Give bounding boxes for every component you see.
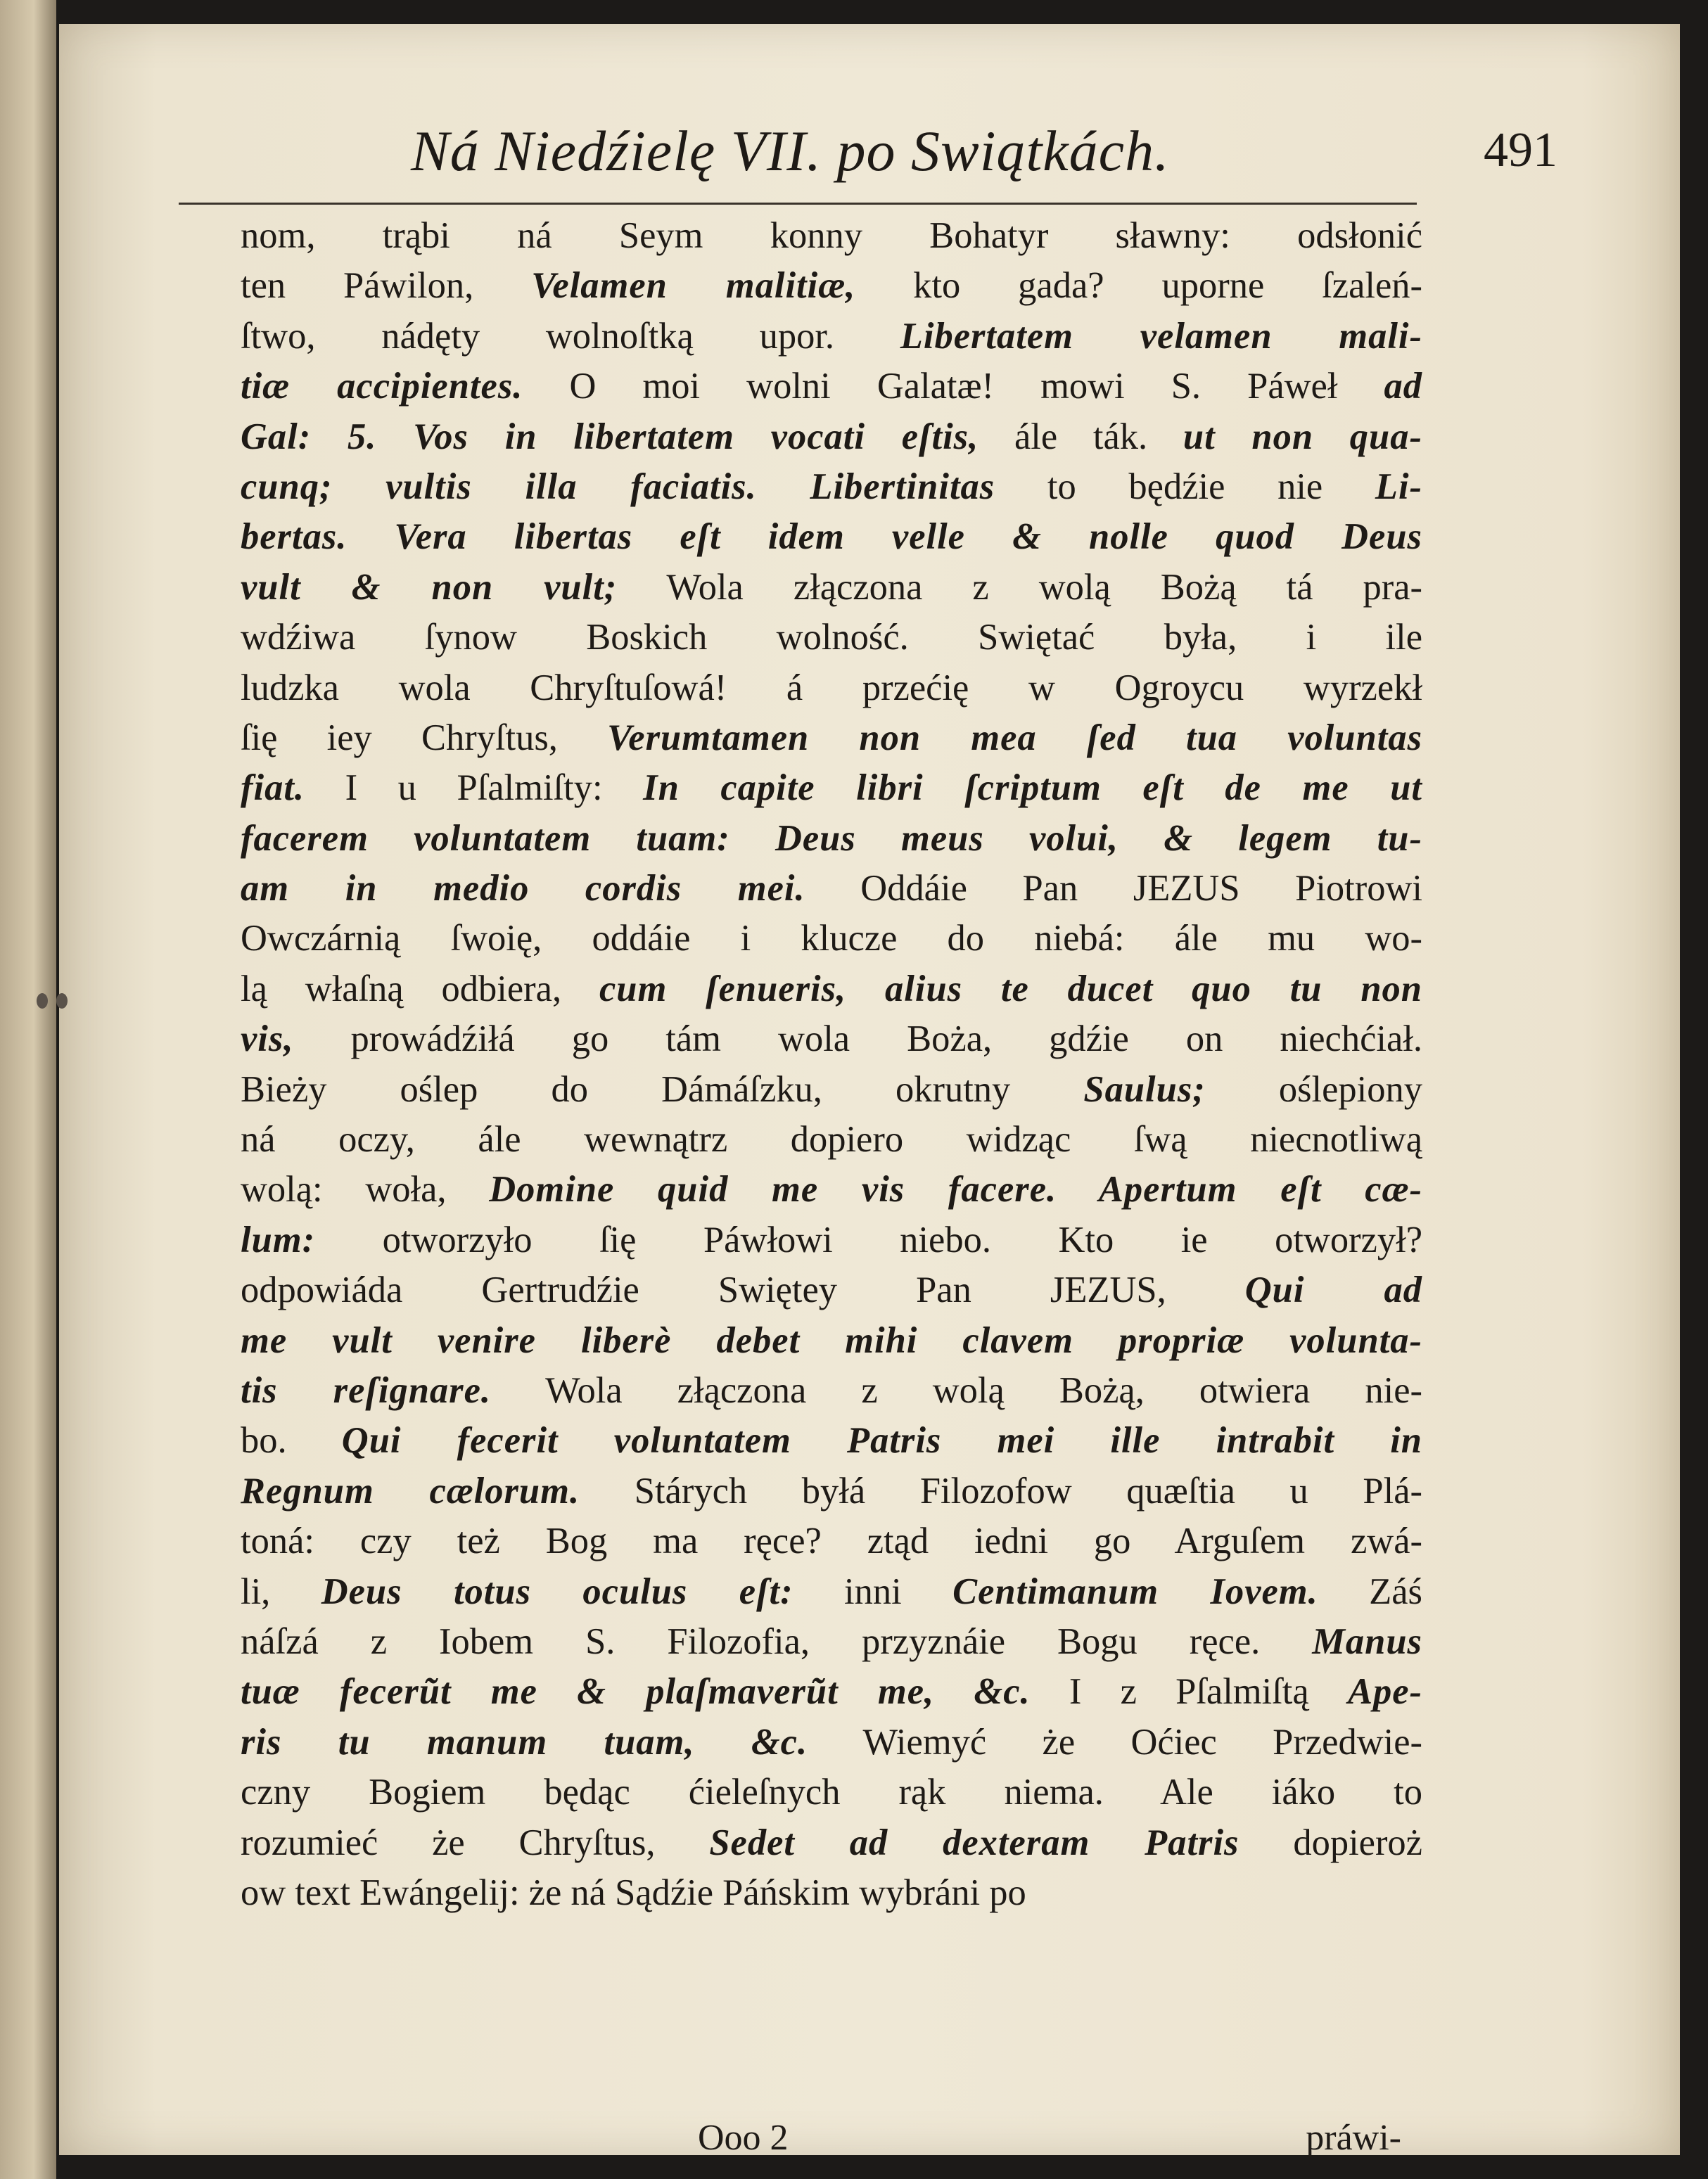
text-segment: Stárych byłá Filozofow quæſtia u Plá- [580,1470,1422,1512]
text-line [241,763,1422,813]
text-segment: Owczárnią ſwoię, oddáie i klucze do niebá: ále mu wo- [241,918,1422,959]
text-line [241,1014,1422,1064]
text-line [241,412,1422,462]
text-line [241,1466,1422,1516]
signature-mark: Ooo 2 [698,2118,789,2158]
text-segment: Bieży oślep do Dámáſzku, okrutny [241,1068,1084,1110]
text-line [241,1316,1422,1366]
text-segment: ow text Ewángelij: że ná Sądźie Páńskim wybráni po [241,1872,1026,1913]
text-segment: to będźie nie [995,466,1375,507]
catchword: práwi- [1306,2118,1401,2158]
italic-latin-segment: Sedet ad dexteram Patris [709,1822,1239,1863]
text-segment: wdźiwa ſynow Boskich wolność. Swiętać była, i ile [241,617,1422,658]
running-title: Ná Niedźielę VII. po Swiątkách. [411,119,1170,183]
text-line [241,1165,1422,1215]
body-text [241,211,1422,1918]
italic-latin-segment: cum ſenueris, alius te ducet quo tu non [599,968,1422,1009]
italic-latin-segment: In capite libri ſcriptum eſt de me ut [643,767,1422,809]
italic-latin-segment: me vult venire liberè debet mihi clavem propriæ volunta- [241,1319,1422,1361]
text-segment: czny Bogiem będąc ćieleſnych rąk niema. Ale iáko to [241,1772,1422,1813]
text-line [241,462,1422,512]
text-segment: otworzyło ſię Páwłowi niebo. Kto ie otworzył? [315,1219,1422,1260]
text-line [241,1667,1422,1717]
italic-latin-segment: Li- [1375,466,1422,507]
text-line [241,1567,1422,1617]
italic-latin-segment: cunq; vultis illa faciatis. Libertinitas [241,466,995,507]
italic-latin-segment: lum: [241,1219,316,1260]
text-line [241,1818,1422,1868]
text-line [241,613,1422,663]
italic-latin-segment: ut non qua- [1183,416,1422,457]
text-line [241,1718,1422,1768]
italic-latin-segment: Gal: 5. Vos in libertatem vocati eſtis, [241,416,979,457]
italic-latin-segment: Manus [1312,1621,1422,1662]
italic-latin-segment: fiat. [241,767,305,809]
text-segment: li, [241,1571,321,1612]
italic-latin-segment: Regnum cælorum. [241,1470,580,1512]
text-line [241,1516,1422,1566]
text-line [241,1868,1422,1918]
text-line [241,814,1422,864]
text-segment: ludzka wola Chryſtuſowá! á przećię w Ogroycu wyrzekł [241,667,1422,708]
text-line [241,964,1422,1014]
page-header [179,107,1557,184]
italic-latin-segment: am in medio cordis mei. [241,868,805,909]
text-line [241,362,1422,411]
text-segment: ále ták. [979,416,1183,457]
text-segment: rozumieć że Chryſtus, [241,1822,710,1863]
italic-latin-segment: Saulus; [1083,1068,1206,1110]
italic-latin-segment: vult & non vult; [241,566,618,608]
text-line [241,261,1422,311]
italic-latin-segment: tis reſignare. [241,1369,492,1411]
page-footer [241,2117,1422,2173]
book-page [59,24,1680,2158]
text-line [241,663,1422,713]
text-segment: O moi wolni Galatæ! mowi S. Páweł [523,366,1384,407]
text-segment: lą właſną odbiera, [241,968,599,1009]
text-line [241,312,1422,362]
text-segment: I u Pſalmiſty: [305,767,644,809]
text-segment: Wola złączona z wolą Bożą, otwiera nie- [491,1369,1422,1411]
italic-latin-segment: vis, [241,1018,294,1060]
text-line [241,1215,1422,1265]
text-segment: odpowiáda Gertrudźie Swiętey Pan JEZUS, [241,1270,1245,1311]
text-segment: bo. [241,1420,342,1462]
italic-latin-segment: ad [1384,366,1422,407]
text-line [241,864,1422,914]
italic-latin-segment: tiæ accipientes. [241,366,523,407]
facing-page-edge [0,0,56,2179]
text-segment: nom, trąbi ná Seym konny Bohatyr sławny: odsłonić [241,215,1422,256]
italic-latin-segment: Qui ad [1244,1270,1422,1311]
text-segment: prowádźiłá go tám wola Boża, gdźie on niechćiał. [293,1018,1422,1060]
text-segment: toná: czy też Bog ma ręce? ztąd iedni go Arguſem zwá- [241,1521,1422,1562]
text-line [241,914,1422,964]
italic-latin-segment: bertas. Vera libertas eſt idem velle & nolle quod Deus [241,516,1422,558]
ink-dot [37,993,48,1009]
italic-latin-segment: tuæ fecerũt me & plaſmaverũt me, &c. [241,1671,1031,1713]
italic-latin-segment: Domine quid me vis facere. Apertum eſt cæ- [489,1169,1422,1210]
header-rule [179,203,1417,205]
text-line [241,211,1422,261]
italic-latin-segment: Centimanum Iovem. [952,1571,1318,1612]
margin-ink-marks [37,989,86,1010]
text-segment: ſtwo, nádęty wolnoſtką upor. [241,315,900,357]
text-segment: Záś [1318,1571,1422,1612]
text-segment: ten Páwilon, [241,265,532,307]
text-line [241,1768,1422,1817]
text-segment: oślepiony [1205,1068,1422,1110]
text-line [241,713,1422,763]
italic-latin-segment: Ape- [1347,1671,1422,1713]
text-segment: I z Pſalmiſtą [1030,1671,1348,1713]
text-line [241,1366,1422,1416]
italic-latin-segment: Deus totus oculus eſt: [321,1571,794,1612]
text-segment: Wiemyć że Oćiec Przedwie- [808,1721,1422,1763]
text-line [241,1115,1422,1165]
text-segment: Wola złączona z wolą Bożą tá pra- [617,566,1422,608]
text-segment: dopieroż [1239,1822,1422,1863]
text-segment: wolą: woła, [241,1169,490,1210]
text-line [241,1617,1422,1667]
text-segment: náſzá z Iobem S. Filozofia, przyznáie Bogu ręce. [241,1621,1313,1662]
page-number: 491 [1484,123,1557,177]
text-segment: kto gada? uporne ſzaleń- [855,265,1422,307]
italic-latin-segment: ris tu manum tuam, &c. [241,1721,808,1763]
text-segment: ſię iey Chryſtus, [241,717,608,758]
text-segment: inni [793,1571,953,1612]
text-line [241,1416,1422,1466]
italic-latin-segment: Verumtamen non mea ſed tua voluntas [607,717,1422,758]
text-segment: Oddáie Pan JEZUS Piotrowi [805,868,1422,909]
italic-latin-segment: Velamen malitiæ, [531,265,856,307]
text-segment: ná oczy, ále wewnątrz dopiero widząc ſwą niecnotliwą [241,1119,1422,1161]
text-line [241,563,1422,613]
italic-latin-segment: Libertatem velamen mali- [900,315,1422,357]
text-line [241,1265,1422,1315]
text-line [241,512,1422,562]
text-line [241,1065,1422,1115]
italic-latin-segment: facerem voluntatem tuam: Deus meus volui, & legem tu- [241,817,1422,859]
italic-latin-segment: Qui fecerit voluntatem Patris mei ille intrabit in [341,1420,1422,1462]
ink-dot [56,993,68,1009]
